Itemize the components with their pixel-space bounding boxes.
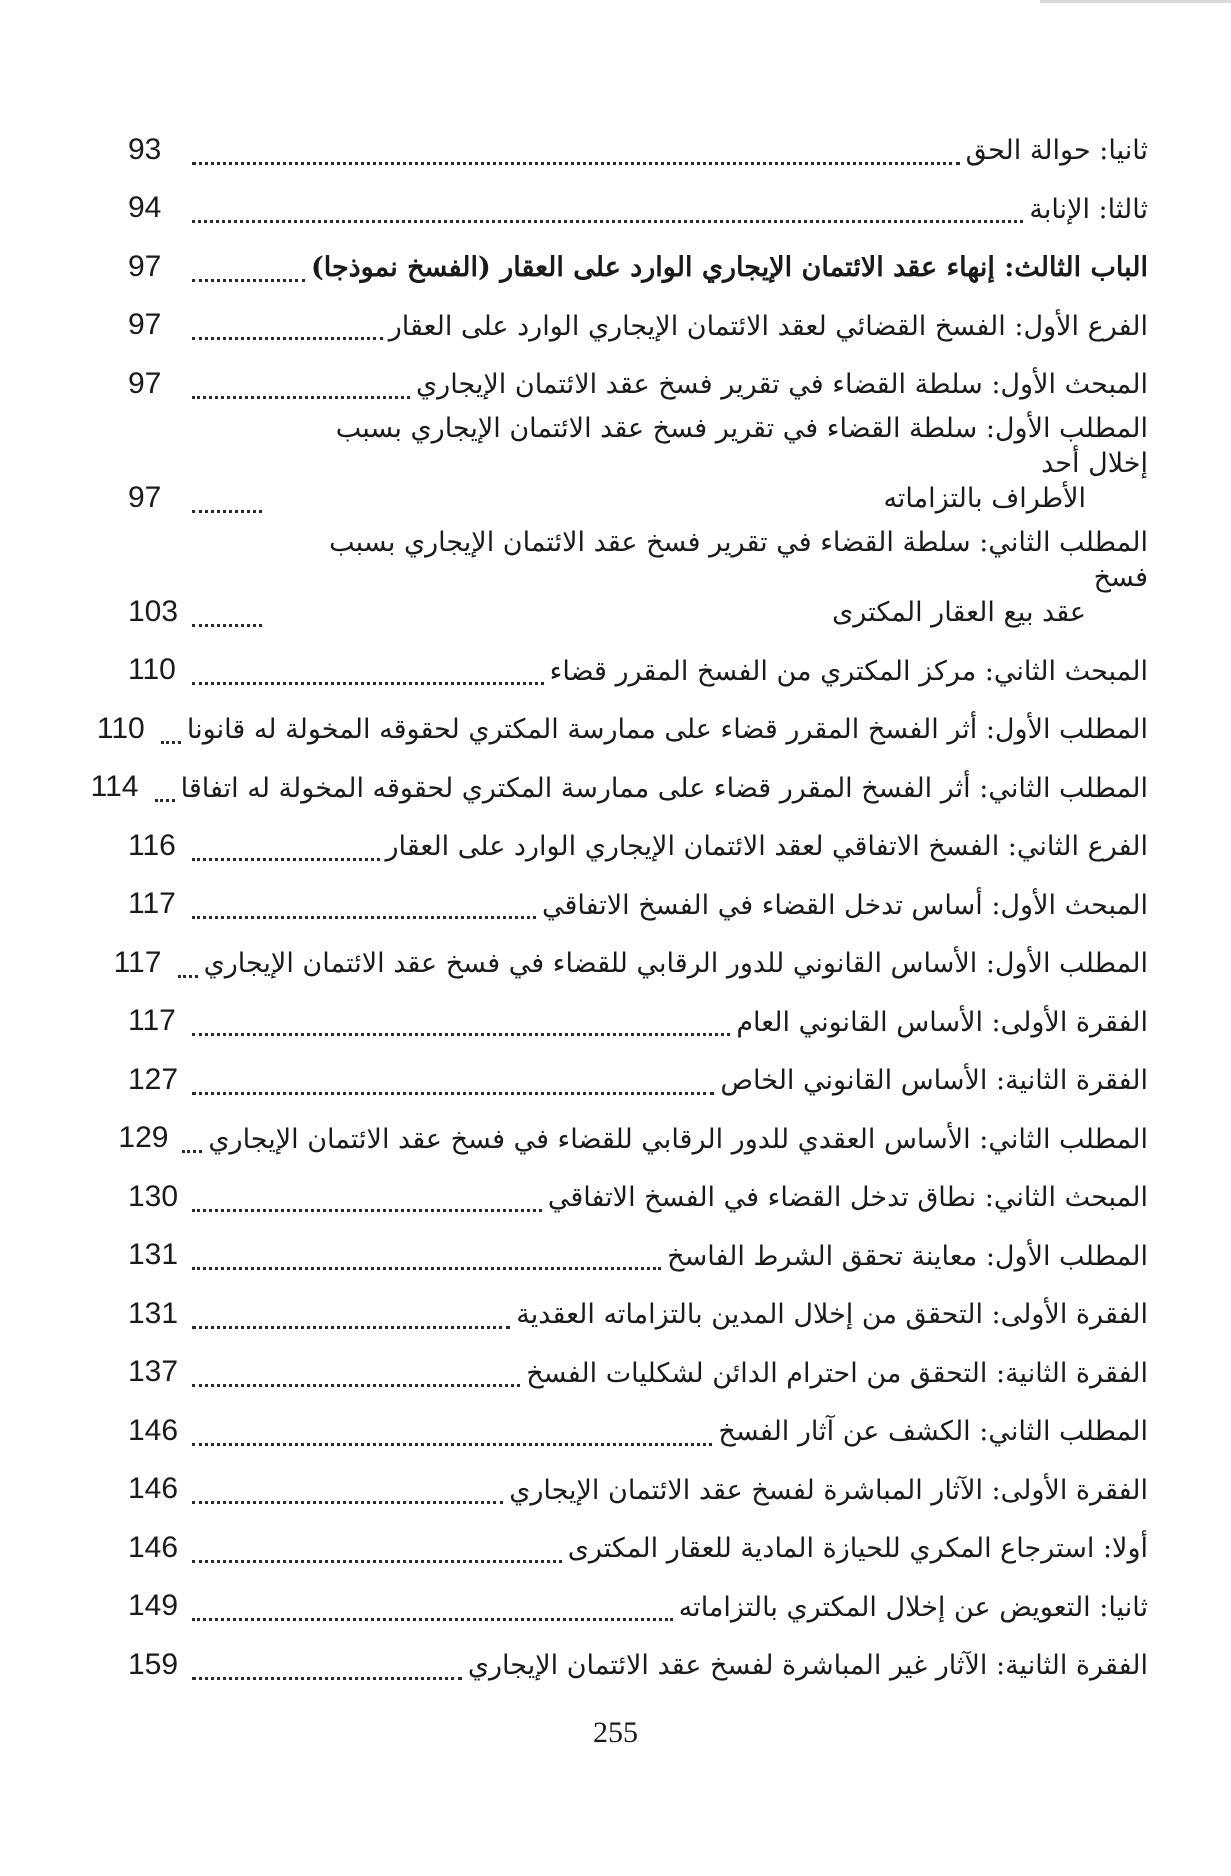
toc-entry [128,1157,1148,1216]
dot-leader [178,945,198,978]
toc-entry-title-text: الباب الثالث: إنهاء عقد الائتمان الإيجاري الوارد على العقار (الفسخ نموذجا) [310,252,1148,284]
toc-entry-title [268,411,1148,516]
toc-entry [128,631,1148,690]
toc-entry [128,1040,1148,1099]
dot-leader [192,307,383,340]
toc-entry-title-text: الفرع الأول: الفسخ القضائي لعقد الائتمان الإيجاري الوارد على العقار [388,310,1148,342]
dot-leader [192,886,536,919]
toc-entry-title [568,1531,1148,1566]
dot-leader [155,769,175,802]
toc-entry-page: 130 [128,1179,179,1213]
dot-leader [192,652,544,685]
toc-entry [128,1274,1148,1333]
toc-entry-title [542,888,1148,923]
toc-entry [90,748,1148,807]
toc-entry-title-text: الفقرة الثانية: التحقق من احترام الدائن لشكليات الفسخ [526,1357,1148,1389]
toc-entry-page: 114 [90,770,139,803]
toc-entry-title [526,1356,1148,1391]
toc-entry-page: 116 [128,828,176,862]
dot-leader [192,1296,510,1329]
toc-entry-title [667,1239,1148,1274]
toc-entry-title [550,654,1148,689]
dot-leader [192,1471,503,1504]
toc-entry-page: 146 [128,1413,179,1447]
dot-leader [182,1120,202,1153]
toc-entry-title [679,1590,1148,1625]
toc-entry-title [516,1297,1148,1332]
toc-entry-page: 97 [128,308,162,341]
toc-entry-title-text: المطلب الأول: سلطة القضاء في تقرير فسخ عقد الائتمان الإيجاري بسبب إخلال أحد [335,413,1148,480]
toc-entry [128,286,1148,345]
toc-entry-title-text: المطلب الأول: أثر الفسخ المقرر قضاء على ممارسة المكتري لحقوقه المخولة له قانونا [186,714,1148,746]
toc-entry-title [509,1473,1148,1508]
dot-leader [192,1647,462,1680]
toc-entry-page: 97 [128,366,162,400]
toc-entry-title [736,1005,1148,1040]
toc-entry-title-continuation: عقد بيع العقار المكترى [832,597,1086,629]
toc-entry [128,403,1148,517]
toc-entry-page: 129 [118,1121,169,1154]
toc-entry-title [1029,192,1148,227]
toc-entry [118,1099,1148,1158]
toc-entry-title-text: المطلب الأول: معاينة تحقق الشرط الفاسخ [667,1240,1148,1272]
toc-entry-page: 103 [128,594,179,628]
toc-entry-title [720,1063,1148,1098]
toc-entry [128,865,1148,924]
toc-entry-page: 131 [128,1238,179,1271]
toc-entry-title-text: المطلب الثاني: الأساس العقدي للدور الرقابي للقضاء في فسخ عقد الائتمان الإيجاري [208,1123,1148,1155]
dot-leader [161,711,181,744]
toc-entry [128,1625,1148,1684]
toc-entry [128,1508,1148,1567]
toc-entry-page: 117 [128,1004,176,1037]
dot-leader [192,1003,730,1036]
toc-entry-title-text: المطلب الثاني: أثر الفسخ المقرر قضاء على ممارسة المكتري لحقوقه المخولة له اتفاقا [180,772,1148,804]
toc-entry-page: 127 [128,1062,179,1096]
toc-entry-title-text: المبحث الأول: أساس تدخل القضاء في الفسخ الاتفاقي [541,889,1148,921]
toc-entry-page: 110 [128,653,176,686]
dot-leader [192,190,1023,223]
toc-entry-title [416,367,1148,402]
toc-entry-page: 131 [128,1296,179,1330]
toc-entry [128,1567,1148,1626]
dot-leader [192,1237,661,1270]
toc-entry-page: 137 [128,1355,179,1388]
toc-entry-title [389,309,1148,344]
toc-entry-title [966,133,1148,168]
toc-entry-title-text: المطلب الثاني: سلطة القضاء في تقرير فسخ عقد الائتمان الإيجاري بسبب فسخ [329,527,1148,594]
toc-entry-page: 146 [128,1530,179,1564]
toc-entry-page: 97 [128,249,162,283]
dot-leader [192,132,960,165]
toc-entry-title-text: الفقرة الأولى: التحقق من إخلال المدين بالتزاماته العقدية [516,1299,1148,1331]
dot-leader [192,1588,673,1621]
toc-entry [128,110,1148,169]
toc-entry-title-text: الفقرة الثانية: الأساس القانوني الخاص [720,1065,1148,1097]
dot-leader [192,366,410,399]
toc-entry-title [181,771,1148,806]
toc-entry [128,806,1148,865]
toc-entry-page: 146 [128,1472,179,1505]
dot-leader [192,1530,562,1563]
dot-leader [192,1062,714,1095]
toc-entry-title-text: الفقرة الثانية: الآثار غير المباشرة لفسخ عقد الائتمان الإيجاري [467,1650,1148,1682]
toc-entry-title-text: الفقرة الأولى: الأساس القانوني العام [736,1006,1148,1038]
toc-entry-title-text: ثانيا: التعويض عن إخلال المكتري بالتزاماته [678,1591,1148,1623]
toc-entry-title [268,525,1148,630]
toc-entry-title-text: المبحث الأول: سلطة القضاء في تقرير فسخ عقد الائتمان الإيجاري [416,369,1148,401]
page-number: 255 [593,1716,638,1749]
dot-leader [192,249,305,282]
dot-leader [192,1354,520,1387]
toc-entry-title [208,1122,1148,1157]
toc-entry-title-text: المبحث الثاني: مركز المكتري من الفسخ المقرر قضاء [549,655,1148,687]
toc-entry [128,1333,1148,1392]
page-edge-shadow [1040,0,1231,3]
toc-entry-page: 110 [96,711,145,745]
dot-leader [192,480,262,513]
toc-entry-title [718,1414,1148,1449]
toc-entry-title [548,1180,1148,1215]
toc-entry-title [204,946,1148,981]
table-of-contents [90,110,1148,1684]
toc-entry-title-text: المبحث الثاني: نطاق تدخل القضاء في الفسخ الاتفاقي [547,1182,1148,1214]
toc-entry-title-text: الفقرة الأولى: الآثار المباشرة لفسخ عقد الائتمان الإيجاري [509,1474,1148,1506]
toc-entry-title-text: ثانيا: حوالة الحق [965,135,1148,167]
toc-entry-title [386,829,1149,864]
toc-entry-title-text: المطلب الأول: الأساس القانوني للدور الرقابي للقضاء في فسخ عقد الائتمان الإيجاري [203,948,1148,980]
dot-leader [192,594,262,627]
toc-entry-title-text: المطلب الثاني: الكشف عن آثار الفسخ [718,1416,1148,1448]
toc-entry-page: 94 [128,191,162,224]
toc-entry-page: 117 [128,887,176,920]
toc-entry-title-text: الفرع الثاني: الفسخ الاتفاقي لعقد الائتمان الإيجاري الوارد على العقار [385,831,1148,863]
toc-entry-page: 97 [128,480,162,514]
toc-entry-title [311,250,1148,285]
toc-entry [128,169,1148,228]
toc-entry [128,1216,1148,1275]
toc-entry-title-text: أولا: استرجاع المكري للحيازة المادية للعقار المكترى [567,1533,1148,1565]
toc-entry [128,1391,1148,1450]
toc-entry [128,227,1148,286]
toc-entry [128,982,1148,1041]
toc-entry-page: 159 [128,1647,179,1681]
toc-entry [96,689,1148,748]
toc-entry-title-continuation: الأطراف بالتزاماته [883,483,1086,515]
toc-entry-title [468,1648,1148,1683]
dot-leader [192,828,380,861]
toc-entry [113,923,1148,982]
toc-entry-page: 117 [113,945,162,979]
dot-leader [192,1413,712,1446]
toc-entry [128,517,1148,631]
toc-entry [128,1450,1148,1509]
dot-leader [192,1179,542,1212]
toc-entry-title [187,712,1148,747]
toc-entry-page: 93 [128,132,162,166]
toc-entry-page: 149 [128,1589,179,1622]
toc-entry [128,344,1148,403]
toc-entry-title-text: ثالثا: الإنابة [1029,193,1148,225]
